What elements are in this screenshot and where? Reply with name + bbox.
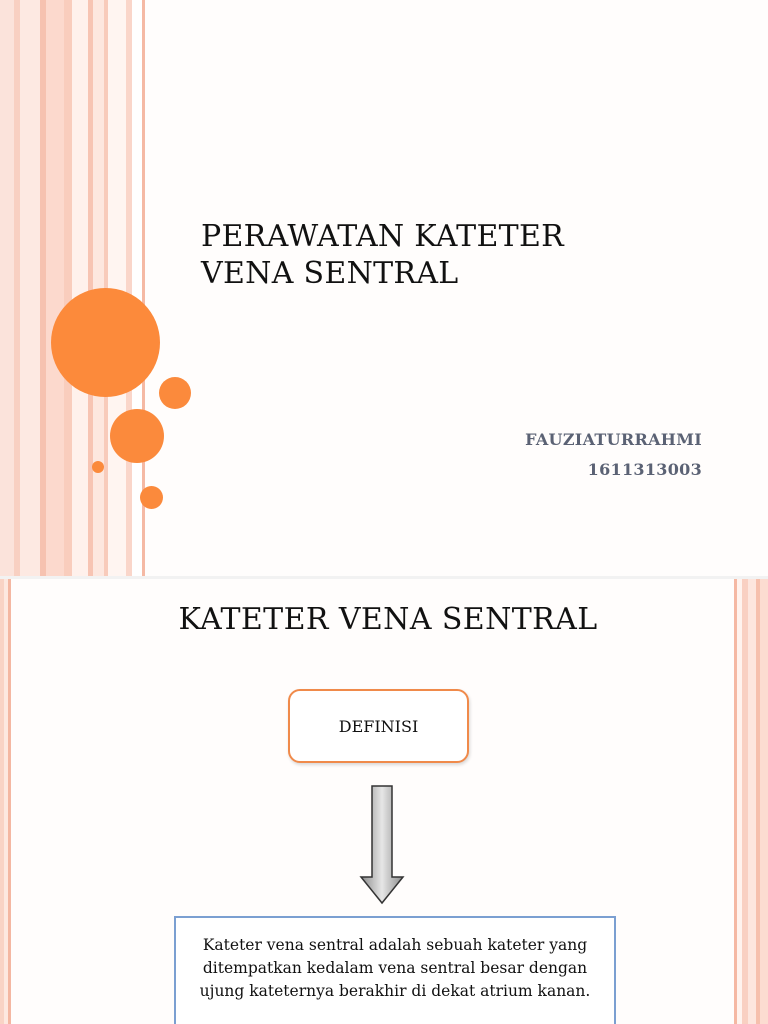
slide-title-line: VENA SENTRAL [201,256,459,291]
down-arrow-icon [359,785,405,905]
decorative-circle-small [159,377,191,409]
decorative-circle-large [51,288,160,397]
decorative-stripes-left [0,579,12,1024]
author-block [525,425,702,485]
decorative-circle-medium [110,409,164,463]
definition-label: DEFINISI [338,716,419,736]
author-id: 1611313003 [587,460,702,479]
decorative-stripes-right [734,579,768,1024]
definition-text: Kateter vena sentral adalah sebuah kateter yang ditempatkan kedalam vena sentral besar dengan ujung kateternya berakhir di dekat atrium kanan. [199,936,591,1000]
slide-title [201,218,741,292]
author-name: FAUZIATURRAHMI [525,430,702,449]
definition-label-box [288,689,469,763]
decorative-circle-small [140,486,163,509]
slide-title: KATETER VENA SENTRAL [178,602,598,637]
decorative-stripes [0,0,150,576]
decorative-circle-tiny [92,461,104,473]
definition-slide [0,579,768,1024]
slide-title-line: PERAWATAN KATETER [201,219,565,254]
definition-text-box [174,916,616,1024]
